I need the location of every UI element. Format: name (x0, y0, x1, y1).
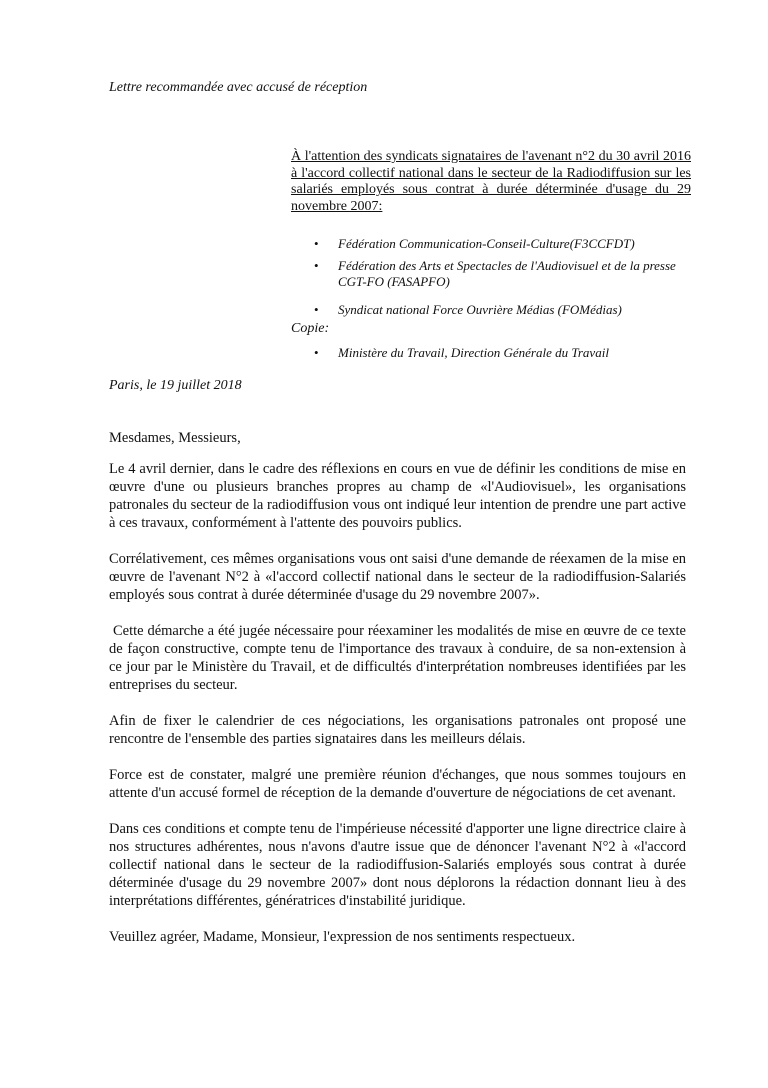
paragraph: Corrélativement, ces mêmes organisations vous ont saisi d'une demande de réexamen de la mise en œuvre de l'avenant N°2 à «l'accord collectif national dans le secteur de la radiodiffusion-Salariés employés sous contrat à durée déterminée d'usage du 29 novembre 2007». (109, 551, 686, 603)
bullet-icon: • (314, 258, 319, 273)
recipients-list (291, 236, 691, 324)
copy-item (291, 345, 691, 361)
recipient-text: Fédération des Arts et Spectacles de l'Audiovisuel et de la presse CGT-FO (FASAPFO) (338, 258, 676, 289)
attention-block: À l'attention des syndicats signataires de l'avenant n°2 du 30 avril 2016 à l'accord collectif national dans le secteur de la Radiodiffusion sur les salariés employés sous contrat à durée déterminée d'usage du 29 novembre 2007: (291, 149, 691, 214)
bullet-icon: • (314, 302, 319, 317)
place-date: Paris, le 19 juillet 2018 (109, 378, 242, 393)
recipient-item (291, 302, 691, 318)
copy-list (291, 345, 691, 361)
bullet-icon: • (314, 236, 319, 251)
bullet-icon: • (314, 345, 319, 360)
delivery-mode: Lettre recommandée avec accusé de réception (109, 80, 368, 95)
recipient-text: Fédération Communication-Conseil-Culture(F3CCFDT) (338, 236, 635, 251)
salutation: Mesdames, Messieurs, (109, 430, 241, 446)
copy-label: Copie: (291, 321, 330, 336)
letter-body (109, 460, 686, 964)
recipient-item (291, 236, 691, 252)
paragraph: Afin de fixer le calendrier de ces négociations, les organisations patronales ont proposé une rencontre de l'ensemble des parties signataires dans les meilleurs délais. (109, 713, 686, 747)
paragraph: Cette démarche a été jugée nécessaire pour réexaminer les modalités de mise en œuvre de ce texte de façon constructive, compte tenu de l'importance des travaux à conduire, de sa non-extension à ce jour par le Ministère du Travail, et de difficultés d'interprétation nombreuses identifiées par les entreprises du secteur. (109, 623, 686, 693)
paragraph: Le 4 avril dernier, dans le cadre des réflexions en cours en vue de définir les conditions de mise en œuvre d'une ou plusieurs branches propres au champ de «l'Audiovisuel», les organisations patronales du secteur de la radiodiffusion vous ont indiqué leur intention de prendre une part active à ces travaux, conformément à l'attente des pouvoirs publics. (109, 461, 686, 531)
paragraph: Force est de constater, malgré une première réunion d'échanges, que nous sommes toujours en attente d'un accusé formel de réception de la demande d'ouverture de négociations de cet avenant. (109, 767, 686, 801)
closing-paragraph: Veuillez agréer, Madame, Monsieur, l'expression de nos sentiments respectueux. (109, 929, 576, 945)
recipient-item (291, 258, 691, 290)
paragraph: Dans ces conditions et compte tenu de l'impérieuse nécessité d'apporter une ligne directrice claire à nos structures adhérentes, nous n'avons d'autre issue que de dénoncer l'avenant N°2 à «l'accord collectif national dans le secteur de la radiodiffusion-Salariés employés sous contrat à durée déterminée d'usage du 29 novembre 2007» dont nous déplorons la rédaction donnant lieu à des interprétations différentes, génératrices d'instabilité juridique. (109, 821, 686, 909)
copy-text: Ministère du Travail, Direction Générale du Travail (338, 345, 609, 360)
recipient-text: Syndicat national Force Ouvrière Médias (FOMédias) (338, 302, 622, 317)
